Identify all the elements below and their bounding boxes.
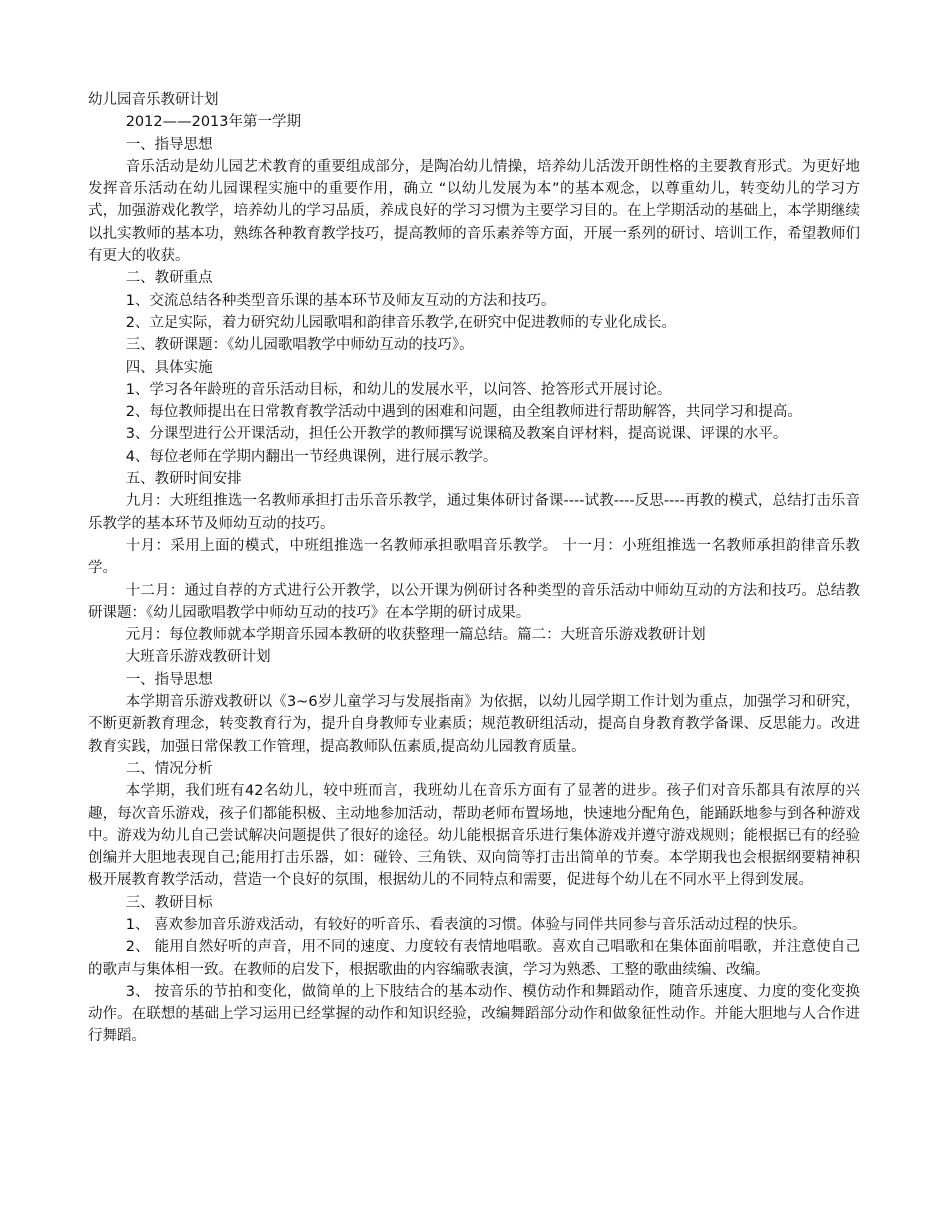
paragraph: 音乐活动是幼儿园艺术教育的重要组成部分，是陶冶幼儿情操，培养幼儿活泼开朗性格的主要教育形式。为更好地发挥音乐活动在幼儿园课程实施中的重要作用，确立 “以幼儿发展为本”的基本观念，以尊重幼儿，转变幼儿的学习方式，加强游戏化教学，培养幼儿的学习品质，养成良好的学习习惯为主要学习目的。在上学期活动的基础上，本学期继续以扎实教师的基本功，熟练各种教育教学技巧，提高教师的音乐素养等方面，开展一系列的研讨、培训工作，希望教师们有更大的收获。 [88,158,860,265]
paragraph: 1、学习各年龄班的音乐活动目标，和幼儿的发展水平，以问答、抢答形式开展讨论。 [125,381,672,398]
section-heading: 三、教研目标 [125,894,213,911]
paragraph: 2、每位教师提出在日常教育教学活动中遇到的困难和问题，由全组教师进行帮助解答，共同学习和提高。 [125,404,802,421]
paragraph: 4、每位老师在学期内翻出一节经典课例，进行展示教学。 [125,448,498,465]
paragraph: 十二月：通过自荐的方式进行公开教学，以公开课为例研讨各种类型的音乐活动中师幼互动的方法和技巧。总结教研课题：《幼儿园歌唱教学中师幼互动的技巧》在本学期的研讨成果。 [88,582,860,621]
document-page [88,89,860,1048]
paragraph: 本学期音乐游戏教研以《3~6岁儿童学习与发展指南》为依据，以幼儿园学期工作计划为重点，加强学习和研究，不断更新教育理念，转变教育行为，提升自身教师专业素质；规范教研组活动，提高自身教育教学备课、反思能力。改进教育实践，加强日常保教工作管理，提高教师队伍素质,提高幼儿园教育质量。 [88,694,860,755]
document-title: 幼儿园音乐教研计划 [88,92,219,108]
section-heading: 三、教研课题：《幼儿园歌唱教学中师幼互动的技巧》。 [125,337,474,354]
paragraph: 九月：大班组推选一名教师承担打击乐音乐教学，通过集体研讨备课----试教----反思----再教的模式，总结打击乐音乐教学的基本环节及师幼互动的技巧。 [88,493,860,532]
section-heading: 一、指导思想 [125,671,213,688]
paragraph: 1、交流总结各种类型音乐课的基本环节及师友互动的方法和技巧。 [125,292,556,309]
section-heading: 四、具体实施 [125,359,213,376]
paragraph: 十月：采用上面的模式，中班组推选一名教师承担歌唱音乐教学。 十一月：小班组推选一名教师承担韵律音乐教学。 [88,537,860,577]
paragraph: 2、 能用自然好听的声音，用不同的速度、力度较有表情地唱歌。喜欢自己唱歌和在集体面前唱歌，并注意使自己的歌声与集体相一致。在教师的启发下，根据歌曲的内容编歌表演，学习为熟悉、工整的歌曲续编、改编。 [88,939,860,978]
paragraph: 3、 按音乐的节拍和变化，做简单的上下肢结合的基本动作、模仿动作和舞蹈动作，随音乐速度、力度的变化变换动作。在联想的基础上学习运用已经掌握的动作和知识经验，改编舞蹈部分动作和做象征性动作。并能大胆地与人合作进行舞蹈。 [88,983,860,1045]
paragraph: 2012——2013年第一学期 [125,114,301,131]
paragraph: 3、分课型进行公开课活动，担任公开教学的教师撰写说课稿及教案自评材料，提高说课、评课的水平。 [125,426,788,443]
section-heading: 五、教研时间安排 [125,471,242,488]
section-heading: 二、教研重点 [125,270,213,287]
paragraph: 1、 喜欢参加音乐游戏活动，有较好的听音乐、看表演的习惯。体验与同伴共同参与音乐活动过程的快乐。 [125,916,807,933]
section-title: 大班音乐游戏教研计划 [125,649,271,666]
section-heading: 一、指导思想 [125,136,213,153]
paragraph: 元月：每位教师就本学期音乐园本教研的收获整理一篇总结。篇二：大班音乐游戏教研计划 [125,627,706,644]
paragraph: 2、立足实际，着力研究幼儿园歌唱和韵律音乐教学,在研究中促进教师的专业化成长。 [125,314,677,331]
section-heading: 二、情况分析 [125,760,213,777]
paragraph: 本学期，我们班有42名幼儿，较中班而言，我班幼儿在音乐方面有了显著的进步。孩子们对音乐都具有浓厚的兴趣，每次音乐游戏，孩子们都能积极、主动地参加活动，帮助老师布置场地，快速地分配角色，能踊跃地参与到各种游戏中。游戏为幼儿自己尝试解决问题提供了很好的途径。幼儿能根据音乐进行集体游戏并遵守游戏规则；能根据已有的经验创编并大胆地表现自己;能用打击乐器，如：碰铃、三角铁、双向筒等打击出简单的节奏。本学期我也会根据纲要精神积极开展教育教学活动，营造一个良好的氛围，根据幼儿的不同特点和需要，促进每个幼儿在不同水平上得到发展。 [88,783,860,889]
